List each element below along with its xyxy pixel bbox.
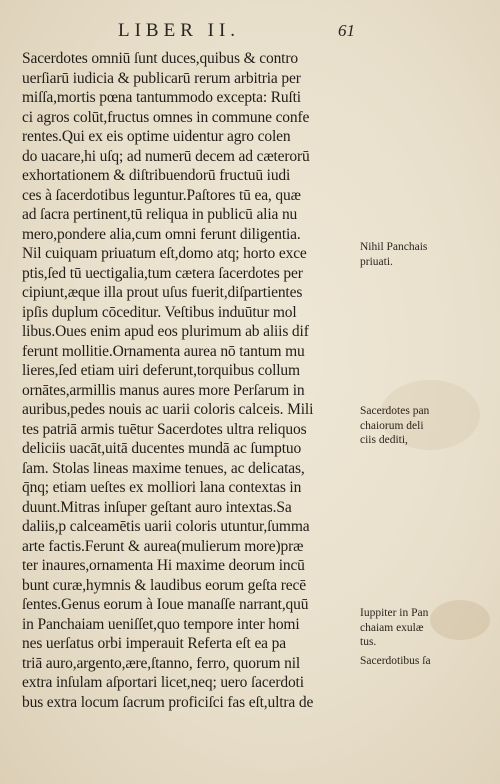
margin-note [360,240,427,269]
text-line: nes uerſatus orbi imperauit Referta eſt ea pa [22,635,286,652]
running-head: LIBER II. [118,20,241,41]
margin-note-line: Nihil Panchais [360,241,428,253]
margin-note-line: Sacerdotibus ſa [360,655,431,667]
text-line: ferunt mollitie.Ornamenta aurea nō tantum mu [22,342,305,360]
text-line: daliis,p calceamētis uarii coloris utuntur,ſumma [22,518,310,535]
text-line: Nil cuiquam priuatum eſt,domo atq; horto exce [22,245,307,262]
text-line: deliciis uacāt,uitā ducentes mundā ac ſumptuo [22,440,302,457]
text-line: libus.Oues enim apud eos plurimum ab aliis dif [22,323,309,340]
text-line: ſam. Stolas lineas maxime tenues, ac delicatas, [22,459,305,477]
margin-note-line: priuati. [360,255,393,268]
folio-number: 61 [338,21,355,40]
margin-note-line: Sacerdotes pan [360,405,430,417]
text-line: tes patriā armis tuētur Sacerdotes ultra reliquos [22,420,307,438]
text-line: ptis,ſed tū uectigalia,tum cætera ſacerdotes per [22,264,303,282]
text-line: miſſa,mortis pœna tantummodo excepta: Ruſti [22,89,301,106]
text-line: ad ſacra pertinent,tū reliqua in publicū alia nu [22,206,298,223]
margin-note [360,654,431,669]
margin-note [360,606,428,650]
text-line: cipiunt,æque illa prout uſus fuerit,diſpartientes [22,284,303,301]
text-line: ces à ſacerdotibus leguntur.Paſtores tū ea, quæ [22,186,301,204]
text-line: arte factis.Ferunt & aurea(mulierum more)præ [22,537,304,555]
margin-note-line: chaiorum deli [360,419,424,432]
text-line: bus extra locum ſacrum proficiſci fas eſt,ultra de [22,693,314,711]
text-line: ſentes.Genus eorum à Ioue manaſſe narrant,quū [22,596,309,613]
text-line: in Panchaiam ueniſſet,quo tempore inter homi [22,615,300,633]
text-line: mero,pondere alia,cum omni ferunt diligentia. [22,225,301,243]
paper-stain [430,600,490,640]
text-line: rentes.Qui ex eis optime uidentur agro colen [22,128,291,145]
margin-note-line: ciis dediti, [360,434,408,446]
text-line: triā auro,argento,ære,ſtanno, ferro, quorum nil [22,654,301,672]
text-line: uerſiarū iudicia & publicarū rerum arbitria per [22,69,301,87]
text-line: ornātes,armillis manus aures more Perſarum in [22,381,305,399]
margin-note [360,404,429,448]
text-line: ci agros colūt,fructus omnes in commune confe [22,108,310,126]
text-line: Sacerdotes omniū ſunt duces,quibus & contro [22,50,298,67]
text-line: exhortationem & diſtribuendorū fructuū iudi [22,167,291,184]
text-line: auribus,pedes nouis ac uarii coloris calceis. Mili [22,401,314,418]
text-line: bunt curæ,hymnis & laudibus eorum geſta recē [22,576,306,594]
margin-note-line: tus. [360,636,377,648]
margin-note-line: Iuppiter in Pan [360,607,429,619]
text-line: ter inaures,ornamenta Hi maxime deorum incū [22,557,305,574]
page-header [0,20,500,42]
text-line: extra inſulam aſportari licet,neq; uero ſacerdoti [22,674,304,691]
margin-note-line: chaiam exulæ [360,621,424,634]
text-line: q̄nq; etiam ueſtes ex molliori lana contextas in [22,479,302,496]
body-text-block [22,49,367,712]
text-line: lieres,ſed etiam uiri deferunt,torquibus collum [22,362,300,379]
text-line: duunt.Mitras inſuper geſtant auro intextas.Sa [22,498,292,516]
text-line: ipſis duplum cōceditur. Veſtibus induūtur mol [22,303,297,321]
text-line: do uacare,hi uſq; ad numerū decem ad cæterorū [22,147,310,165]
